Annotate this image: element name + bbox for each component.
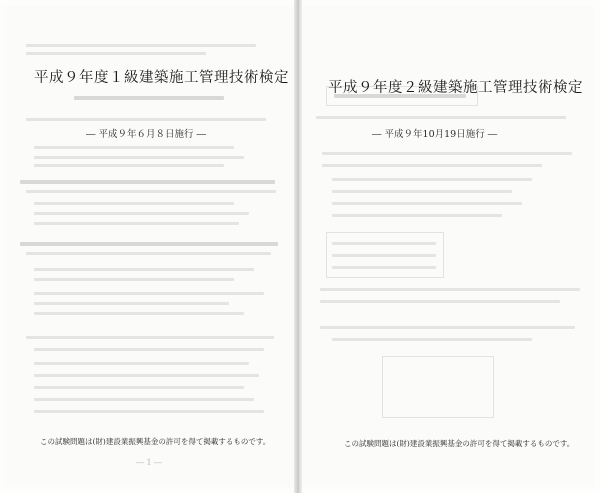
bleed-through-line: [34, 278, 234, 281]
bleed-through-line: [332, 178, 532, 181]
bleed-through-line: [26, 44, 256, 47]
bleed-through-line: [20, 180, 275, 184]
book-gutter: [294, 0, 302, 493]
bleed-through-line: [34, 398, 254, 401]
bleed-through-line: [34, 348, 264, 351]
bleed-through-line: [20, 242, 278, 246]
bleed-through-line: [34, 362, 249, 365]
bleed-through-line: [26, 118, 266, 121]
bleed-through-line: [34, 312, 244, 315]
left-page-title: 平成９年度１級建築施工管理技術検定: [34, 70, 289, 86]
bleed-through-line: [34, 292, 264, 295]
bleed-through-line: [322, 164, 542, 167]
bleed-through-line: [34, 146, 234, 149]
bleed-through-line: [322, 152, 572, 155]
bleed-through-line: [332, 214, 502, 217]
bleed-through-line: [34, 386, 244, 389]
right-page: [302, 6, 594, 487]
bleed-through-line: [34, 374, 259, 377]
bleed-through-line: [332, 254, 436, 257]
bleed-through-line: [332, 190, 512, 193]
bleed-through-line: [26, 336, 274, 339]
left-page: [4, 6, 294, 487]
bleed-through-line: [332, 266, 436, 269]
bleed-through-line: [316, 116, 566, 119]
left-page-permission-notice: この試験問題は(財)建設業振興基金の許可を得て掲載するものです。: [40, 437, 271, 446]
bleed-through-line: [26, 190, 276, 193]
right-page-exam-date: ― 平成９年10月19日施行 ―: [372, 129, 498, 140]
bleed-through-line: [332, 338, 532, 341]
bleed-through-line: [332, 242, 436, 245]
bleed-through-line: [74, 96, 224, 100]
bleed-through-line: [34, 222, 239, 225]
bleed-through-figure: [382, 356, 494, 418]
bleed-through-line: [320, 326, 575, 329]
bleed-through-line: [34, 164, 224, 167]
right-page-title: 平成９年度２級建築施工管理技術検定: [328, 80, 583, 96]
bleed-through-line: [34, 202, 234, 205]
left-page-exam-date: ― 平成９年６月８日施行 ―: [86, 129, 207, 140]
left-page-number: ― 1 ―: [136, 458, 163, 467]
bleed-through-line: [34, 212, 249, 215]
bleed-through-line: [34, 302, 229, 305]
bleed-through-line: [332, 202, 522, 205]
bleed-through-line: [34, 410, 264, 413]
bleed-through-line: [26, 52, 206, 55]
bleed-through-line: [34, 268, 254, 271]
bleed-through-line: [320, 300, 560, 303]
right-page-permission-notice: この試験問題は(財)建設業振興基金の許可を得て掲載するものです。: [344, 439, 575, 448]
bleed-through-line: [320, 288, 580, 291]
bleed-through-line: [34, 156, 244, 159]
bleed-through-line: [26, 252, 271, 255]
